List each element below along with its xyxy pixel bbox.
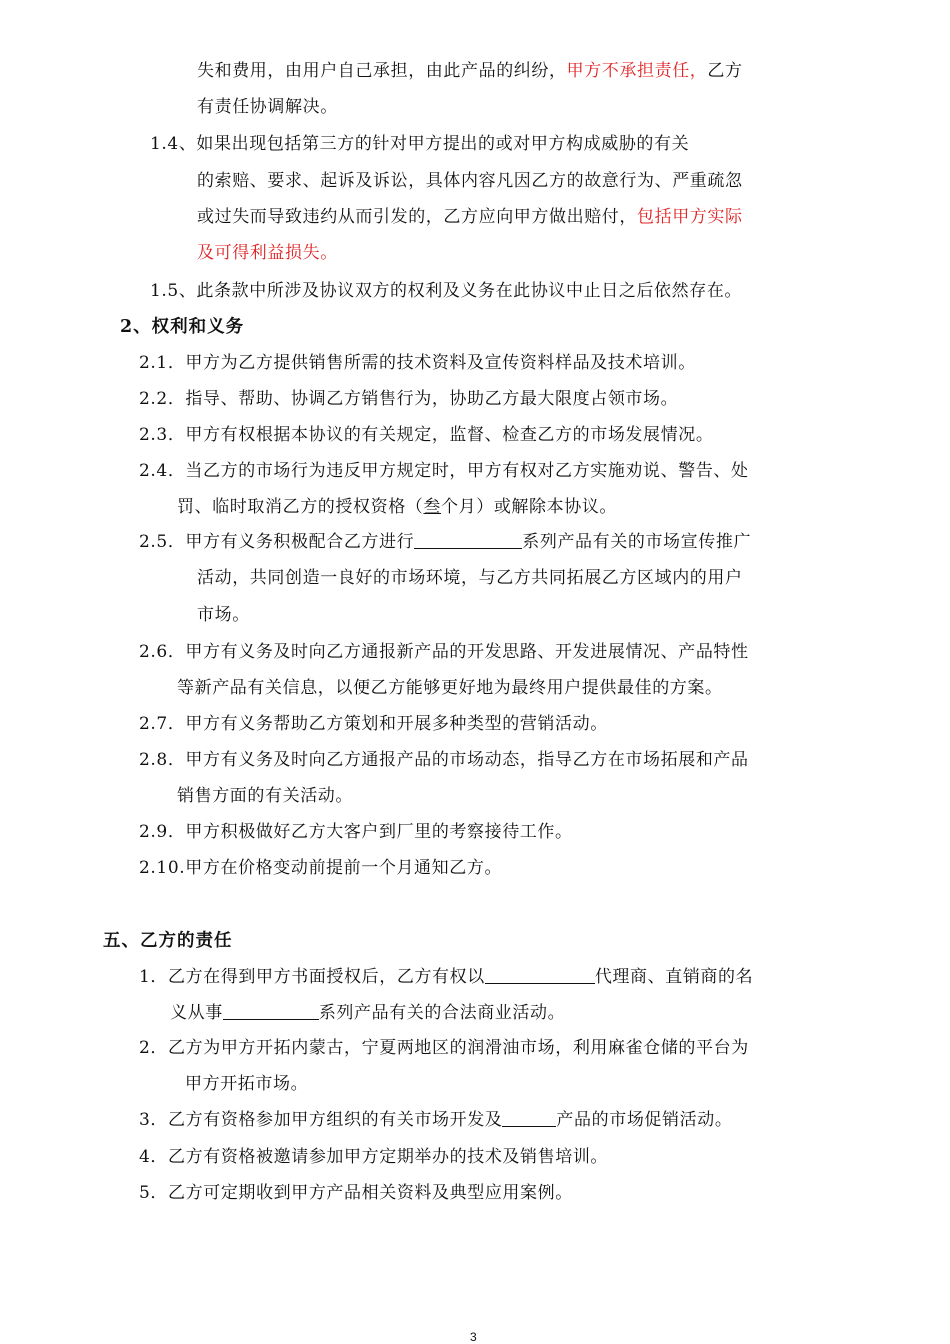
item-4: 4．乙方有资格被邀请参加甲方定期举办的技术及销售培训。 [139, 1147, 609, 1167]
section-heading: 五、乙方的责任 [103, 931, 233, 951]
text-span: 系列产品有关的市场宣传推广 [522, 532, 752, 552]
clause-2-7: 2.7．甲方有义务帮助乙方策划和开展多种类型的营销活动。 [139, 714, 608, 734]
text-line: 活动，共同创造一良好的市场环境，与乙方共同拓展乙方区域内的用户 [197, 568, 743, 588]
text-span: 罚、临时取消乙方的授权资格（ [177, 497, 424, 517]
text-span: 3．乙方有资格参加甲方组织的有关市场开发及 [139, 1110, 503, 1130]
item-3 [139, 1108, 732, 1132]
highlight-text: 甲方不承担责任， [566, 61, 708, 81]
text-line: 的索赔、要求、起诉及诉讼，具体内容凡因乙方的故意行为、严重疏忽 [197, 171, 743, 191]
text-line [170, 1001, 565, 1025]
text-line: 销售方面的有关活动。 [177, 786, 353, 806]
clause-2-10: 2.10.甲方在价格变动前提前一个月通知乙方。 [139, 858, 503, 878]
text-span: 产品的市场促销活动。 [556, 1110, 733, 1130]
item-2: 2．乙方为甲方开拓内蒙古，宁夏两地区的润滑油市场，利用麻雀仓储的平台为 [139, 1038, 749, 1058]
clause-2-6: 2.6．甲方有义务及时向乙方通报新产品的开发思路、开发进展情况、产品特性 [139, 642, 749, 662]
clause-2-1: 2.1．甲方为乙方提供销售所需的技术资料及宣传资料样品及技术培训。 [139, 353, 696, 373]
text-span: 1．乙方在得到甲方书面授权后，乙方有权以 [139, 967, 485, 987]
page-number: 3 [470, 1330, 477, 1344]
text-span: 乙方 [707, 61, 743, 81]
item-1 [139, 965, 753, 989]
clause-1-4: 1.4、如果出现包括第三方的针对甲方提出的或对甲方构成威胁的有关 [150, 134, 690, 154]
text-line [197, 59, 743, 83]
clause-2-3: 2.3．甲方有权根据本协议的有关规定，监督、检查乙方的市场发展情况。 [139, 425, 714, 445]
highlight-text: 及可得利益损失。 [197, 243, 338, 263]
clause-2-9: 2.9．甲方积极做好乙方大客户到厂里的考察接待工作。 [139, 822, 573, 842]
text-span: 个月）或解除本协议。 [441, 497, 618, 517]
text-span: 义从事 [170, 1003, 223, 1023]
text-line: 市场。 [197, 605, 250, 625]
text-line: 等新产品有关信息，以便乙方能够更好地为最终用户提供最佳的方案。 [177, 678, 723, 698]
text-line [197, 205, 743, 229]
section-heading: 2、权利和义务 [120, 317, 245, 337]
clause-1-5: 1.5、此条款中所涉及协议双方的权利及义务在此协议中止日之后依然存在。 [150, 281, 743, 301]
text-span: 系列产品有关的合法商业活动。 [318, 1003, 566, 1023]
highlight-text: 包括甲方实际 [637, 207, 743, 227]
clause-2-5 [139, 530, 751, 554]
blank-field[interactable] [223, 1001, 319, 1020]
blank-field[interactable] [414, 530, 522, 549]
text-span: 2.5．甲方有义务积极配合乙方进行 [139, 532, 415, 552]
clause-2-8: 2.8．甲方有义务及时向乙方通报产品的市场动态，指导乙方在市场拓展和产品 [139, 750, 749, 770]
text-line: 有责任协调解决。 [197, 97, 338, 117]
clause-2-4: 2.4．当乙方的市场行为违反甲方规定时，甲方有权对乙方实施劝说、警告、处 [139, 461, 749, 481]
item-5: 5．乙方可定期收到甲方产品相关资料及典型应用案例。 [139, 1183, 573, 1203]
blank-field[interactable] [485, 965, 595, 984]
text-line: 甲方开拓市场。 [185, 1074, 309, 1094]
text-span: 失和费用，由用户自己承担，由此产品的纠纷， [197, 61, 567, 81]
blank-field[interactable] [502, 1108, 556, 1127]
text-span: 或过失而导致违约从而引发的，乙方应向甲方做出赔付， [197, 207, 637, 227]
text-span: 代理商、直销商的名 [594, 967, 754, 987]
filled-value: 叁 [423, 497, 442, 517]
text-line [177, 495, 617, 519]
clause-2-2: 2.2．指导、帮助、协调乙方销售行为，协助乙方最大限度占领市场。 [139, 389, 679, 409]
